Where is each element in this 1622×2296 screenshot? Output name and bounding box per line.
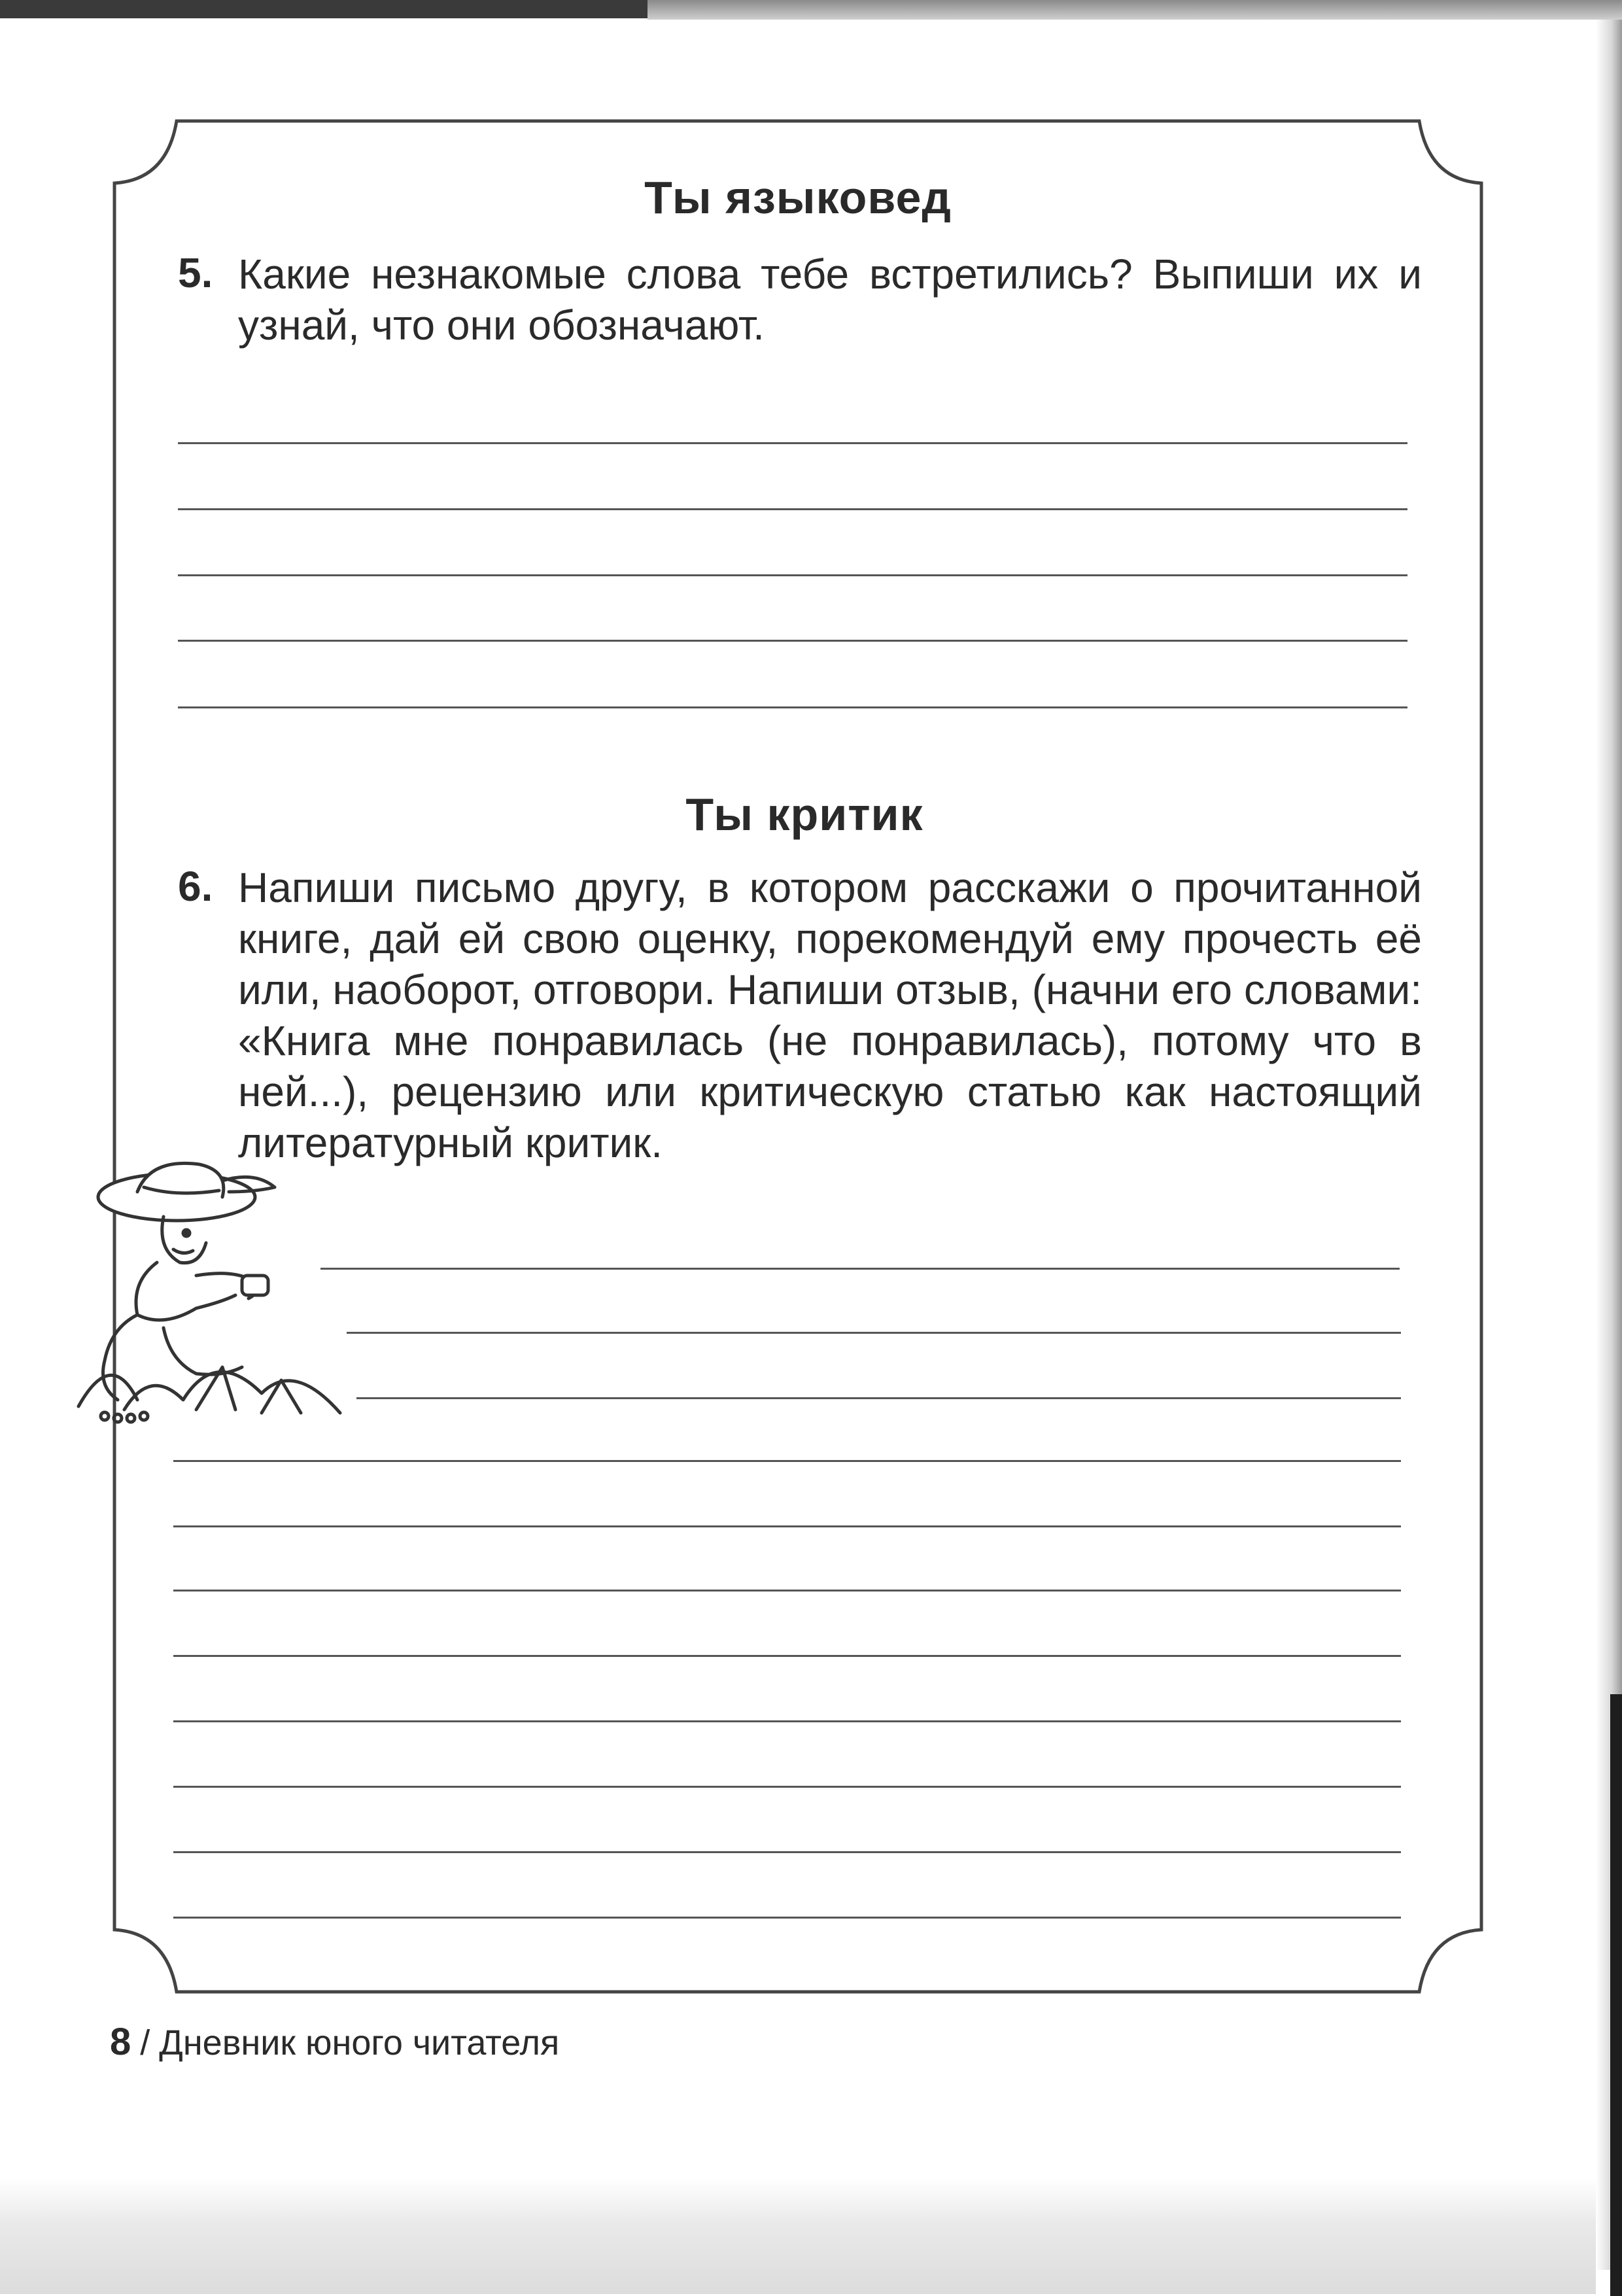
answer-line[interactable]: [178, 508, 1407, 510]
book-title: Дневник юного читателя: [159, 2023, 560, 2062]
answer-line[interactable]: [347, 1332, 1401, 1334]
task-6: [178, 862, 1421, 1176]
page-footer: [110, 2020, 559, 2064]
answer-line[interactable]: [173, 1720, 1401, 1722]
task-number: 6.: [178, 863, 213, 910]
answer-line[interactable]: [173, 1917, 1401, 1919]
answer-line[interactable]: [173, 1786, 1401, 1788]
boy-in-hat-reading-icon: [65, 1151, 366, 1426]
answer-line[interactable]: [173, 1460, 1401, 1462]
scan-bottom-shade: [0, 2178, 1596, 2294]
section-title-critic: Ты критик: [685, 789, 923, 840]
answer-line[interactable]: [173, 1851, 1401, 1853]
task-5: [178, 249, 1421, 360]
answer-line[interactable]: [356, 1397, 1401, 1399]
task-text: Напиши письмо другу, в котором расскажи о прочитанной книге, дай ей свою оценку, порекомендуй ему прочесть её или, наоборот, отговори. Напиши отзыв, (начни его словами: «Книга мне понравилась (не понравилась), потому что в ней...), рецензию или критическую статью как настоящий литературный критик.: [238, 864, 1422, 1166]
task-number: 5.: [178, 249, 213, 296]
answer-line[interactable]: [178, 640, 1407, 642]
scan-top-edge-light: [647, 0, 1622, 20]
answer-line[interactable]: [173, 1655, 1401, 1657]
scan-right-edge: [1610, 1694, 1622, 2296]
task-text: Какие незнакомые слова тебе встретились? Выпиши их и узнай, что они обозначают.: [238, 251, 1422, 349]
answer-line[interactable]: [173, 1525, 1401, 1527]
answer-line[interactable]: [178, 706, 1407, 708]
scan-top-edge-dark: [0, 0, 647, 18]
answer-line[interactable]: [178, 574, 1407, 576]
answer-line[interactable]: [320, 1268, 1400, 1270]
section-title-linguist: Ты языковед: [644, 172, 952, 223]
footer-separator: /: [140, 2023, 150, 2062]
page-number: 8: [110, 2021, 131, 2063]
answer-line[interactable]: [173, 1590, 1401, 1592]
answer-line[interactable]: [178, 442, 1407, 444]
